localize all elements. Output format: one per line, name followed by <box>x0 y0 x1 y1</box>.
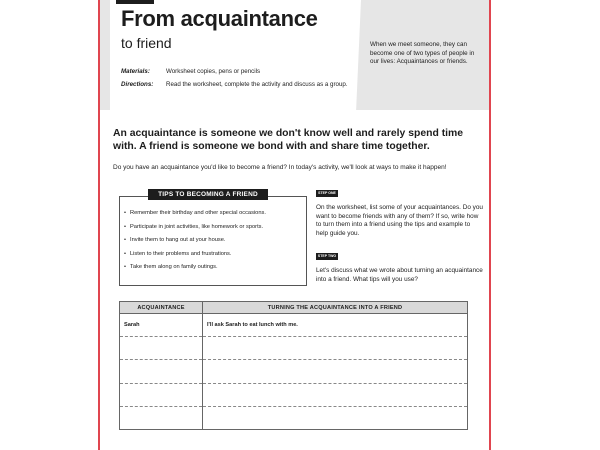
table-row <box>120 383 468 406</box>
page-edge-right <box>489 0 491 450</box>
acquaintance-cell[interactable] <box>120 383 203 406</box>
intro-text: When we meet someone, they can become one of two types of people in our lives: Acquaintances or friends. <box>370 41 475 65</box>
materials-label: Materials: <box>121 68 150 75</box>
directions-label: Directions: <box>121 81 154 88</box>
tip-item: • Participate in joint activities, like homework or sports. <box>120 223 304 237</box>
page-subtitle: to friend <box>121 35 172 51</box>
plan-cell[interactable] <box>203 360 468 383</box>
acquaintance-cell[interactable] <box>120 406 203 429</box>
materials-value: Worksheet copies, pens or pencils <box>166 68 261 75</box>
acquaintance-cell[interactable] <box>120 337 203 360</box>
title-tab <box>116 0 154 4</box>
headline: An acquaintance is someone we don't know well and rarely spend time with. A friend is someone we bond with and share time together. <box>113 128 464 152</box>
tip-item: • Remember their birthday and other special occasions. <box>120 209 304 223</box>
acquaintance-cell[interactable]: Sarah <box>120 314 203 337</box>
tips-box <box>119 196 307 286</box>
tips-list <box>120 209 304 277</box>
tip-item: • Invite them to hang out at your house. <box>120 236 304 250</box>
column-header-acquaintance: ACQUAINTANCE <box>120 302 203 314</box>
table-header-row <box>120 302 468 314</box>
tip-item: • Take them along on family outings. <box>120 263 304 277</box>
table-row <box>120 314 468 337</box>
column-header-turning: TURNING THE ACQUAINTANCE INTO A FRIEND <box>203 302 468 314</box>
step-two-tag: STEP TWO <box>317 254 337 258</box>
tip-item: • Listen to their problems and frustrations. <box>120 250 304 264</box>
plan-cell[interactable] <box>203 337 468 360</box>
page-title: From acquaintance <box>121 6 318 31</box>
plan-cell[interactable] <box>203 406 468 429</box>
table-row <box>120 406 468 429</box>
directions-value: Read the worksheet, complete the activity and discuss as a group. <box>166 81 348 88</box>
question-text: Do you have an acquaintance you'd like to become a friend? In today's activity, we'll look at ways to make it happen! <box>113 164 447 171</box>
step-one-text: On the worksheet, list some of your acquaintances. Do you want to become friends with any of them? If so, write how to turn them into a friend using the tips and example to help guide you. <box>316 204 483 237</box>
step-two-text: Let's discuss what we wrote about turning an acquaintance into a friend. What tips will you use? <box>316 267 483 283</box>
table-row <box>120 337 468 360</box>
worksheet-table <box>119 301 468 430</box>
tips-title: TIPS TO BECOMING A FRIEND <box>148 189 268 200</box>
plan-cell[interactable] <box>203 383 468 406</box>
plan-cell[interactable]: I'll ask Sarah to eat lunch with me. <box>203 314 468 337</box>
table-row <box>120 360 468 383</box>
step-one-tag: STEP ONE <box>316 190 338 197</box>
acquaintance-cell[interactable] <box>120 360 203 383</box>
